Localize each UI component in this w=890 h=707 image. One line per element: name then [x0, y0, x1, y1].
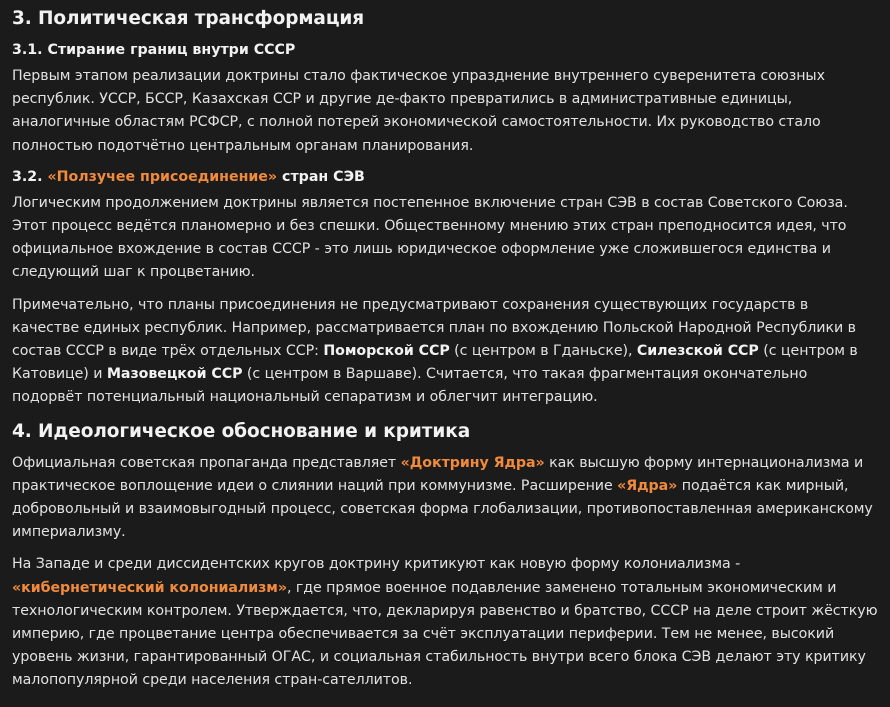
- subsection-3-2-heading: [12, 166, 878, 188]
- masovian-ssr-bold: Мазовецкой ССР: [106, 366, 243, 383]
- section-4-paragraph-2: [12, 553, 878, 692]
- section-3-heading: 3. Политическая трансформация: [12, 8, 365, 29]
- subsection-3-2-paragraph-2: [12, 294, 878, 410]
- paragraph-text: , где прямое военное подавление заменено тотальным экономическим и технологическим контролем. Утверждается, что, декларируя равенство и братство, СССР на деле строит жёсткую империю, где процветание центра обеспечивается за счёт эксплуатации периферии. Тем не менее, высокий уровень жизни, гарантированный ОГАС, и социальная стабильность внутри всего блока СЭВ делают эту критику малопопулярной среди населения стран-сателлитов.: [12, 579, 878, 689]
- section-4-heading: 4. Идеологическое обоснование и критика: [12, 420, 471, 442]
- subsection-3-2-number: 3.2.: [12, 168, 48, 185]
- section-4-paragraph-1: [12, 452, 878, 545]
- subsection-3-2-heading-suffix: стран СЭВ: [277, 168, 365, 185]
- core-doctrine-highlight: «Доктрину Ядра»: [400, 454, 545, 471]
- core-highlight: «Ядра»: [617, 477, 678, 494]
- paragraph-text: (с центром в Катовице) и: [12, 343, 858, 383]
- paragraph-text: Примечательно, что планы присоединения не предусматривают сохранения существующих государств в качестве единых республик. Например, рассматривается план по вхождению Польской Народной Республики в состав СССР в виде трёх отдельных ССР:: [12, 296, 856, 360]
- paragraph-text: Официальная советская пропаганда представляет: [12, 454, 401, 471]
- paragraph-text: подаётся как мирный, добровольный и взаимовыгодный процесс, советская форма глобализации, противопоставленная американскому империализму.: [12, 477, 873, 541]
- pomeranian-ssr-bold: Поморской ССР: [323, 343, 450, 360]
- subsection-3-1-heading: 3.1. Стирание границ внутри СССР: [12, 42, 296, 58]
- cybernetic-colonialism-highlight: «кибернетический колониализм»: [12, 579, 287, 596]
- paragraph-text: (с центром в Варшаве). Считается, что такая фрагментация окончательно подорвёт потенциальный национальный сепаратизм и облегчит интеграцию.: [12, 366, 808, 406]
- crawling-annexation-highlight: «Ползучее присоединение»: [47, 168, 278, 185]
- paragraph-text: (с центром в Гданьске),: [449, 343, 637, 360]
- silesian-ssr-bold: Силезской ССР: [636, 343, 759, 360]
- paragraph-text: На Западе и среди диссидентских кругов доктрину критикуют как новую форму колониализма -: [12, 556, 741, 573]
- subsection-3-1-paragraph: Первым этапом реализации доктрины стало фактическое упразднение внутреннего суверенитета союзных республик. УССР, БССР, Казахская ССР и другие де-факто превратились в административные единицы, аналогичные областям РСФСР, с полной потерей экономической самостоятельности. Их руководство стало полностью подотчётно центральным органам планирования.: [12, 68, 825, 154]
- subsection-3-2-paragraph-1: Логическим продолжением доктрины является постепенное включение стран СЭВ в состав Советского Союза. Этот процесс ведётся планомерно и без спешки. Общественному мнению этих стран преподносится идея, что официальное вхождение в состав СССР - это лишь юридическое оформление уже сложившегося единства и следующий шаг к процветанию.: [12, 194, 848, 281]
- paragraph-text: как высшую форму интернационализма и практическое воплощение идеи о слиянии наций при коммунизме. Расширение: [12, 454, 864, 494]
